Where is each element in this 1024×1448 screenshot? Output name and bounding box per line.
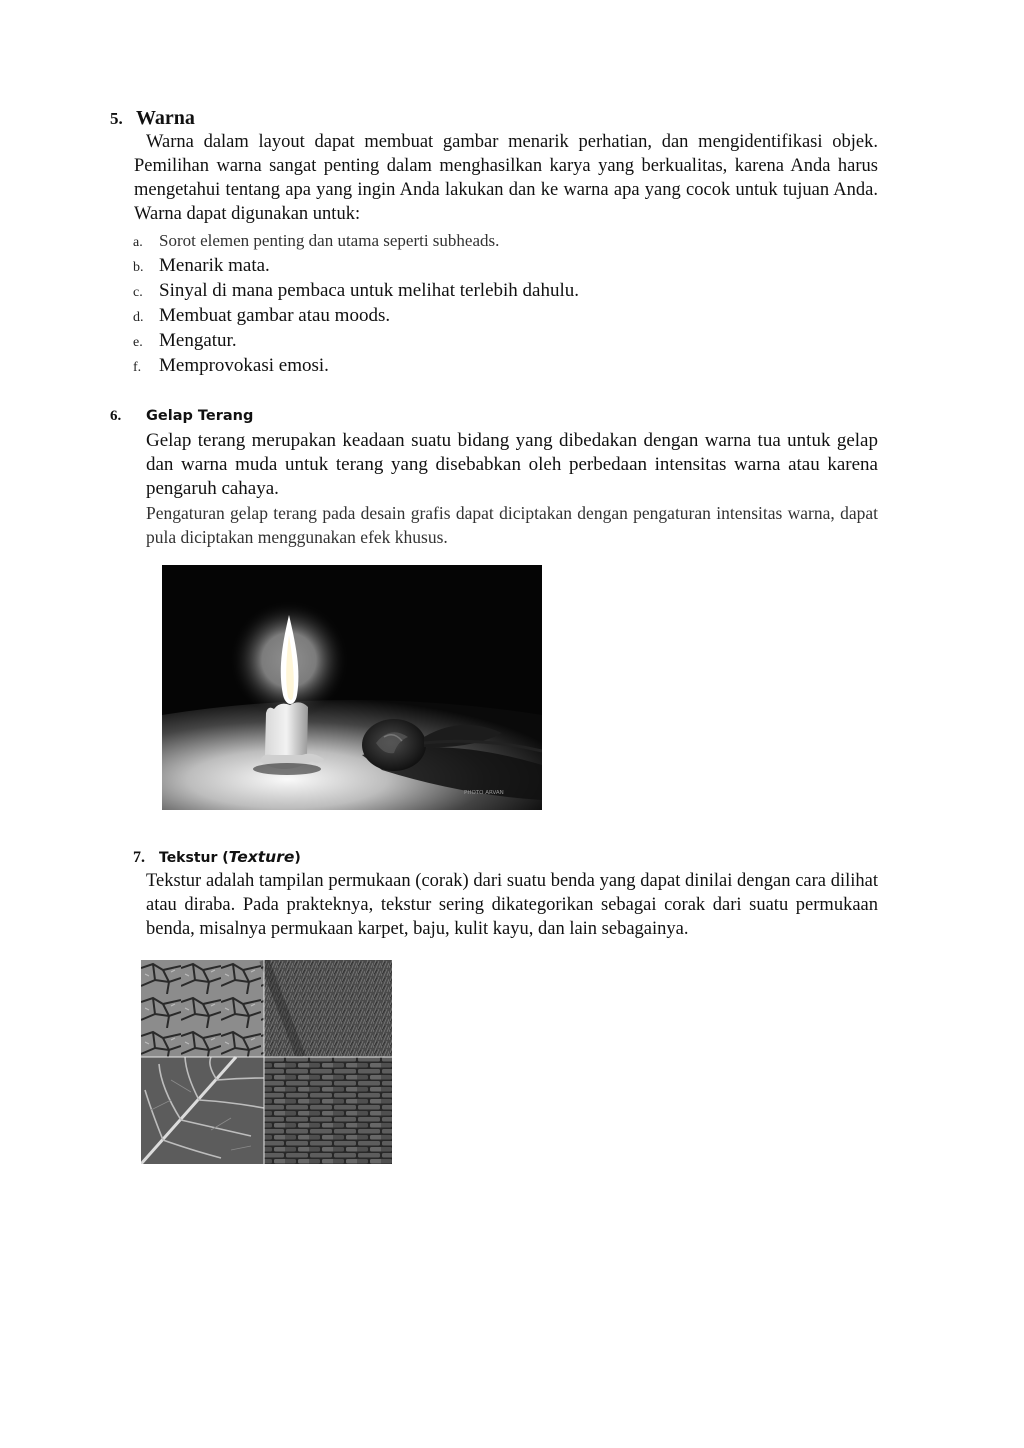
section-5-number: 5. [110,109,123,128]
texture-collage-illustration [141,960,392,1164]
list-item-letter: b. [133,260,144,275]
section-6-paragraph-1: Gelap terang merupakan keadaan suatu bidang yang dibedakan dengan warna tua untuk gelap dan warna muda untuk terang yang disebabkan oleh perbedaan intensitas warna atau karena pengaruh cahaya. [146,430,878,499]
candle-rose-illustration [162,565,542,810]
section-5-title: Warna [136,107,195,129]
list-item [133,228,579,253]
list-item-text: Mengatur. [159,330,237,351]
section-6-title: Gelap Terang [146,408,254,424]
section-5-heading [110,107,195,130]
list-item-letter: a. [133,235,143,250]
section-7-title-suffix: ) [294,850,301,866]
list-item [133,303,579,328]
section-7-heading [133,848,301,867]
list-item [133,278,579,303]
texture-collage-photo [141,960,392,1164]
section-6-heading [110,408,253,425]
section-7-number: 7. [133,849,145,866]
section-6-number: 6. [110,408,122,424]
candle-rose-photo [162,565,542,810]
section-7-title-prefix: Tekstur ( [159,850,229,866]
list-item-text: Sorot elemen penting dan utama seperti subheads. [159,231,500,250]
section-6-paragraph-2: Pengaturan gelap terang pada desain grafis dapat diciptakan dengan pengaturan intensitas warna, dapat pula diciptakan menggunakan efek khusus. [146,503,878,547]
list-item [133,328,579,353]
list-item-text: Sinyal di mana pembaca untuk melihat terlebih dahulu. [159,280,579,301]
list-item-letter: d. [133,310,144,325]
list-item [133,253,579,278]
list-item-text: Membuat gambar atau moods. [159,305,391,326]
photo-watermark: PHOTO ARVAN [464,790,504,796]
list-item-letter: c. [133,285,143,300]
list-item-letter: f. [133,360,142,375]
list-item-text: Memprovokasi emosi. [159,355,329,376]
section-5-paragraph: Warna dalam layout dapat membuat gambar menarik perhatian, dan mengidentifikasi objek. Pemilihan warna sangat penting dalam menghasilkan karya yang berkualitas, karena Anda harus mengetahui tentang apa yang ingin Anda lakukan dan ke warna apa yang cocok untuk tujuan Anda. Warna dapat digunakan untuk: [134,132,878,224]
list-item-letter: e. [133,335,143,350]
list-item-text: Menarik mata. [159,255,270,276]
color-uses-list [133,228,579,378]
section-7-title-italic: Texture [228,848,295,866]
section-7-paragraph: Tekstur adalah tampilan permukaan (corak) dari suatu benda yang dapat dinilai dengan cara dilihat atau diraba. Pada prakteknya, tekstur sering dikategorikan sebagai corak dari suatu permukaan benda, misalnya permukaan karpet, baju, kulit kayu, dan lain sebagainya. [146,871,878,939]
list-item [133,353,579,378]
